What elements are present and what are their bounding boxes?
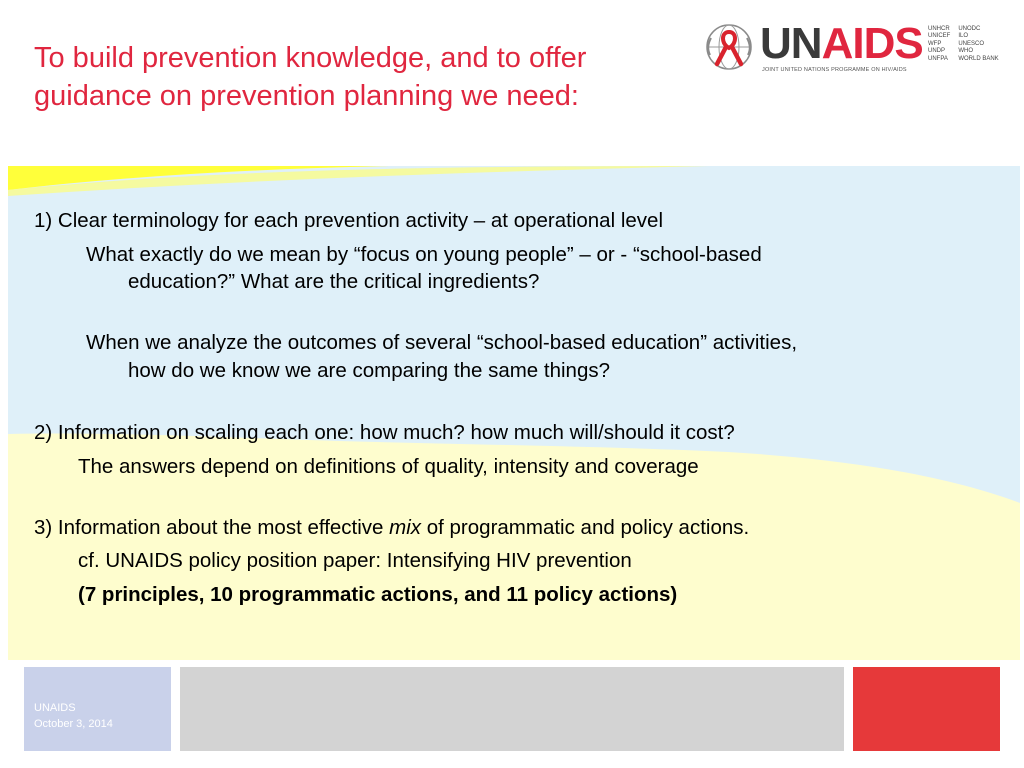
- cosponsor: ILO: [958, 33, 969, 40]
- item-1-heading: 1) Clear terminology for each prevention activity – at operational level: [34, 209, 663, 232]
- cosponsor: WFP: [928, 40, 942, 47]
- cosponsor: WORLD BANK: [958, 55, 999, 62]
- cosponsor: WHO: [958, 48, 974, 55]
- item-1-sub-1-line-1: What exactly do we mean by “focus on young people” – or - “school-based: [86, 243, 762, 266]
- cosponsor-list: [928, 26, 999, 63]
- item-1-sub-1-line-2: education?” What are the critical ingredients?: [128, 270, 540, 293]
- item-3-sub: cf. UNAIDS policy position paper: Intensifying HIV prevention: [78, 549, 632, 572]
- item-3-sub-bold: (7 principles, 10 programmatic actions, and 11 policy actions): [78, 583, 678, 606]
- cosponsor: UNICEF: [928, 33, 951, 40]
- footer-org: UNAIDS: [34, 702, 76, 714]
- cosponsor: UNDP: [928, 48, 946, 55]
- unaids-logo: [702, 20, 1002, 78]
- footer-middle-panel: [180, 667, 844, 751]
- footer-left-panel: [24, 667, 171, 751]
- cosponsor-column-1: [928, 26, 950, 63]
- logo-subtitle: JOINT UNITED NATIONS PROGRAMME ON HIV/AIDS: [762, 67, 907, 73]
- footer-date: October 3, 2014: [34, 718, 113, 730]
- footer-right-panel: [853, 667, 1000, 751]
- item-3-heading-start: 3) Information about the most effective: [34, 516, 390, 539]
- item-3-heading-emphasis: mix: [389, 516, 422, 539]
- cosponsor: UNODC: [958, 26, 981, 32]
- slide-title-line-1: To build prevention knowledge, and to offer: [34, 42, 587, 74]
- logo-wordmark: [760, 20, 923, 68]
- item-1-sub-2-line-1: When we analyze the outcomes of several “school-based education” activities,: [86, 331, 798, 354]
- logo-word-un: UN: [760, 19, 822, 68]
- item-3-heading-end: of programmatic and policy actions.: [421, 516, 750, 539]
- item-2-heading: 2) Information on scaling each one: how much? how much will/should it cost?: [34, 421, 735, 444]
- slide-title: [34, 39, 694, 115]
- slide-title-line-2: guidance on prevention planning we need:: [34, 80, 579, 112]
- item-2-sub: The answers depend on definitions of quality, intensity and coverage: [78, 455, 699, 478]
- cosponsor: UNESCO: [958, 40, 985, 47]
- cosponsor: UNFPA: [928, 55, 948, 62]
- cosponsor: UNHCR: [928, 26, 950, 32]
- item-3-heading: [34, 513, 749, 542]
- item-1-sub-2-line-2: how do we know we are comparing the same things?: [128, 359, 611, 382]
- red-ribbon-globe-icon: [702, 20, 756, 74]
- cosponsor-column-2: [958, 26, 998, 63]
- logo-word-aids: AIDS: [821, 19, 923, 68]
